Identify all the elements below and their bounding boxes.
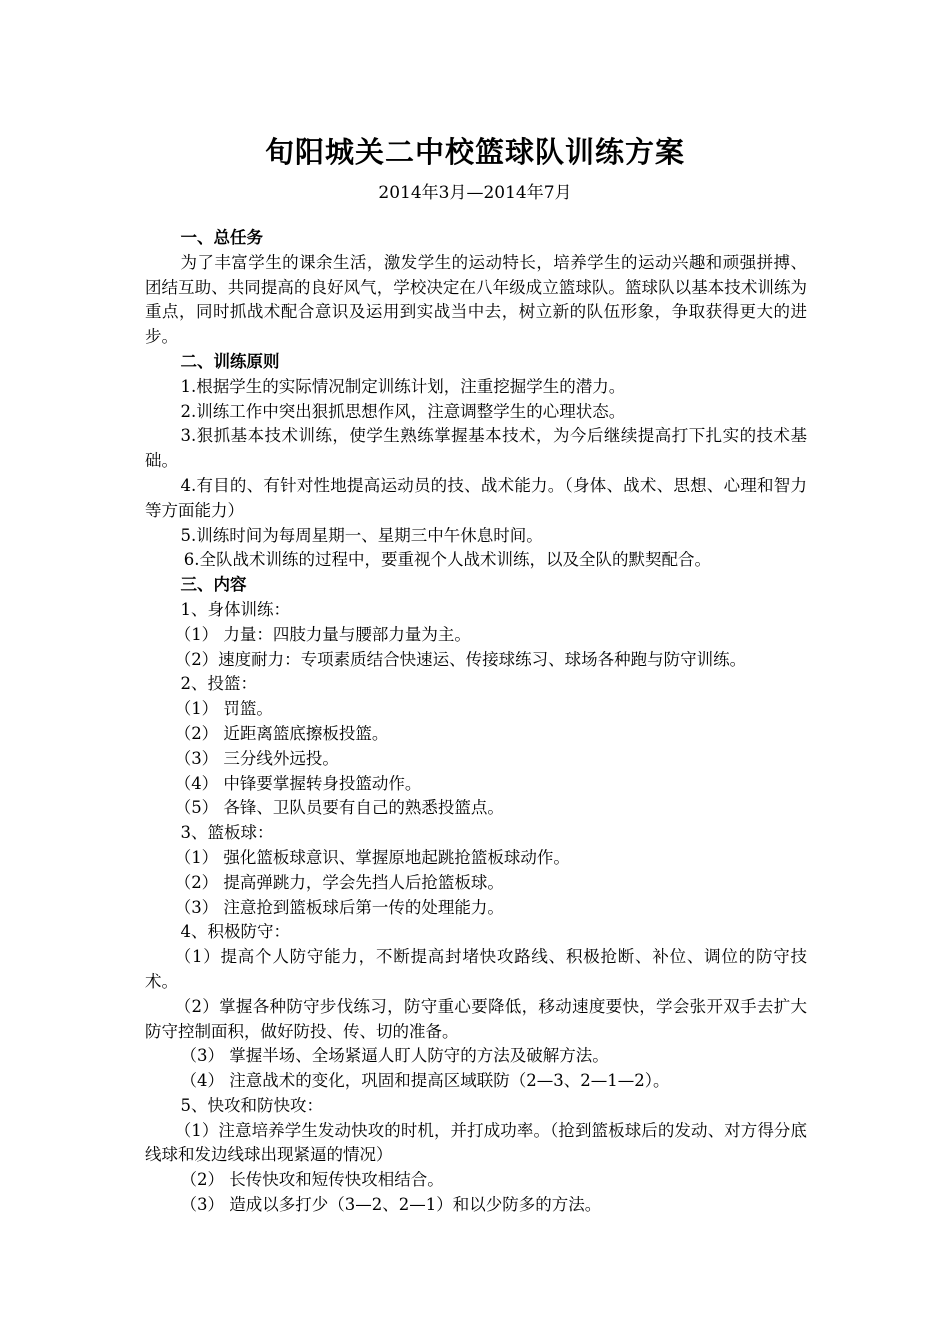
principle-item: 3.狠抓基本技术训练，使学生熟练掌握基本技术，为今后继续提高打下扎实的技术基础。 [145,426,807,471]
principle-item: 4.有目的、有针对性地提高运动员的技、战术能力。（身体、战术、思想、心理和智力等方面能力） [145,475,807,520]
content-item: （2）速度耐力：专项素质结合快速运、传接球练习、球场各种跑与防守训练。 [174,649,747,669]
content-subtitle-defense: 4、积极防守： [180,922,290,942]
content-subtitle-rebound: 3、篮板球： [180,823,274,843]
content-item: （2） 近距离篮底擦板投篮。 [174,723,389,743]
content-subtitle-shooting: 2、投篮： [180,674,257,694]
document-body [145,226,807,1218]
section-heading-content: 三、内容 [180,575,247,595]
content-item: （3） 三分线外远投。 [174,748,339,768]
principle-item: 6.全队战术训练的过程中，要重视个人战术训练，以及全队的默契配合。 [183,550,712,570]
content-item: （4） 中锋要掌握转身投篮动作。 [174,773,422,793]
section-heading-principles: 二、训练原则 [180,351,280,371]
section-heading-tasks: 一、总任务 [180,228,263,247]
principle-item: 2.训练工作中突出狠抓思想作风，注意调整学生的心理状态。 [180,401,626,421]
content-item: （1） 强化篮板球意识、掌握原地起跳抢篮板球动作。 [174,847,570,867]
content-item: （3） 造成以多打少（3—2、2—1）和以少防多的方法。 [180,1195,602,1215]
content-subtitle-physical: 1、身体训练： [180,599,290,619]
content-item: （1） 罚篮。 [174,699,273,719]
date-range: 2014年3月—2014年7月 [378,183,572,203]
tasks-paragraph: 为了丰富学生的课余生活，激发学生的运动特长，培养学生的运动兴趣和顽强拼搏、团结互助、共同提高的良好风气，学校决定在八年级成立篮球队。篮球队以基本技术训练为重点，同时抓战术配合意识及运用到实战当中去，树立新的队伍形象，争取获得更大的进步。 [145,252,807,347]
principle-item: 5.训练时间为每周星期一、星期三中午休息时间。 [180,525,543,545]
content-item: （5） 各锋、卫队员要有自己的熟悉投篮点。 [174,798,504,818]
content-item: （1） 力量：四肢力量与腰部力量为主。 [174,624,471,644]
content-item: （4） 注意战术的变化，巩固和提高区域联防（2—3、2—1—2）。 [180,1071,670,1091]
document-title: 旬阳城关二中校篮球队训练方案 [264,135,685,169]
content-item: （2） 长传快攻和短传快攻相结合。 [180,1170,444,1190]
content-subtitle-fastbreak: 5、快攻和防快攻： [180,1095,323,1115]
content-item: （1）注意培养学生发动快攻的时机，并打成功率。（抢到篮板球后的发动、对方得分底线球和发边线球出现紧逼的情况） [145,1120,807,1165]
content-item: （3） 掌握半场、全场紧逼人盯人防守的方法及破解方法。 [180,1046,609,1066]
content-item: （1）提高个人防守能力，不断提高封堵快攻路线、积极抢断、补位、调位的防守技术。 [145,947,807,991]
content-item: （2）掌握各种防守步伐练习，防守重心要降低，移动速度要快，学会张开双手去扩大防守控制面积，做好防投、传、切的准备。 [145,996,807,1041]
principle-item: 1.根据学生的实际情况制定训练计划，注重挖掘学生的潜力。 [180,376,626,396]
content-item: （3） 注意抢到篮板球后第一传的处理能力。 [174,897,504,917]
content-item: （2） 提高弹跳力，学会先挡人后抢篮板球。 [174,872,504,892]
